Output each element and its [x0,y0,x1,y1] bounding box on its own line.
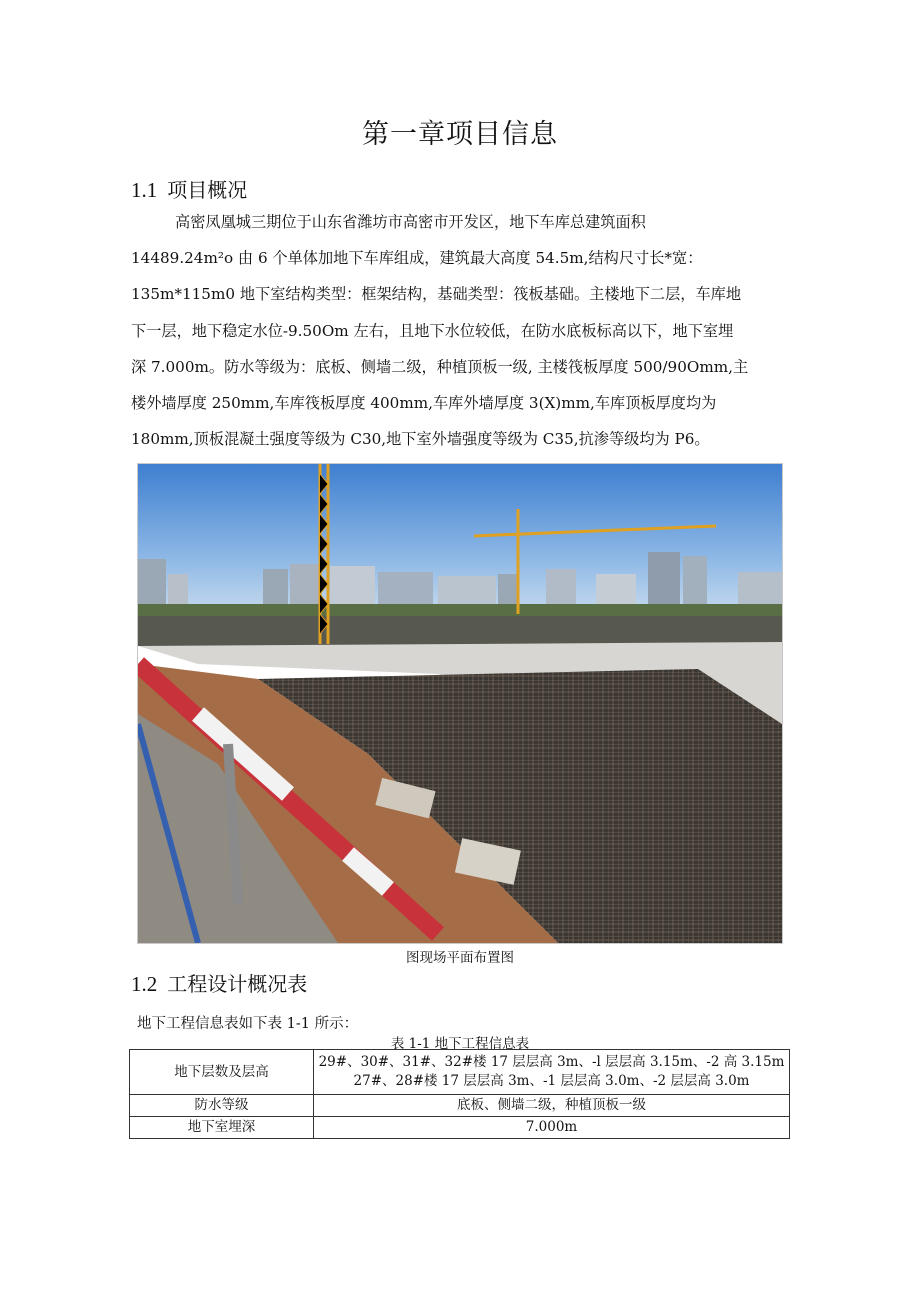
section-heading-1-2 [131,968,307,997]
chapter-title: 第一章项目信息 [362,119,558,150]
section-title: 工程设计概况表 [167,972,308,996]
table-cell-value: 底板、侧墙二级，种植顶板一级 [314,1095,790,1117]
table-cell-value [314,1050,790,1095]
table-cell-label: 防水等级 [130,1095,314,1117]
table-row [130,1095,790,1117]
table-intro-text: 地下工程信息表如下表 1-1 所示： [137,1016,359,1032]
paragraph-line: 14489.24m²o 由 6 个单体加地下车库组成，建筑最大高度 54.5m,结构尺寸长*宽： [131,249,703,268]
paragraph-line: 下一层，地下稳定水位-9.50Om 左右，且地下水位较低，在防水底板标高以下，地下室埋 [131,321,734,340]
paragraph-line: 深 7.000m。防水等级为：底板、侧墙二级，种植顶板一级, 主楼筏板厚度 500/90Omm,主 [131,357,749,376]
table-cell-label: 地下层数及层高 [130,1050,314,1095]
section-title: 项目概况 [167,178,248,202]
table-row [130,1050,790,1095]
section-number: 1.2 [131,972,158,996]
construction-site-photo [137,463,783,944]
paragraph-line: 135m*115m0 地下室结构类型：框架结构，基础类型：筏板基础。主楼地下二层，车库地 [131,285,742,304]
paragraph-line: 高密凤凰城三期位于山东省潍坊市高密市开发区，地下车库总建筑面积 [175,213,646,231]
cell-line: 27#、28#楼 17 层层高 3m、-1 层层高 3.0m、-2 层层高 3.0m [353,1073,750,1089]
cell-line: 29#、30#、31#、32#楼 17 层层高 3m、-l 层层高 3.15m、-2 高 3.15m [318,1054,785,1070]
table-cell-value: 7.000m [314,1117,790,1139]
project-overview-paragraph [131,204,791,457]
underground-info-table [129,1049,790,1139]
table-row [130,1117,790,1139]
paragraph-line: 180mm,顶板混凝土强度等级为 C30,地下室外墙强度等级为 C35,抗渗等级均为 P6。 [131,430,710,449]
figure-caption: 图现场平面布置图 [406,950,514,966]
table-cell-label: 地下室埋深 [130,1117,314,1139]
table-caption: 表 1-1 地下工程信息表 [390,1036,530,1052]
paragraph-line: 楼外墙厚度 250mm,车库筏板厚度 400mm,车库外墙厚度 3(X)mm,车库顶板厚度均为 [131,394,717,413]
section-heading-1-1 [131,174,247,203]
section-number: 1.1 [131,178,158,202]
